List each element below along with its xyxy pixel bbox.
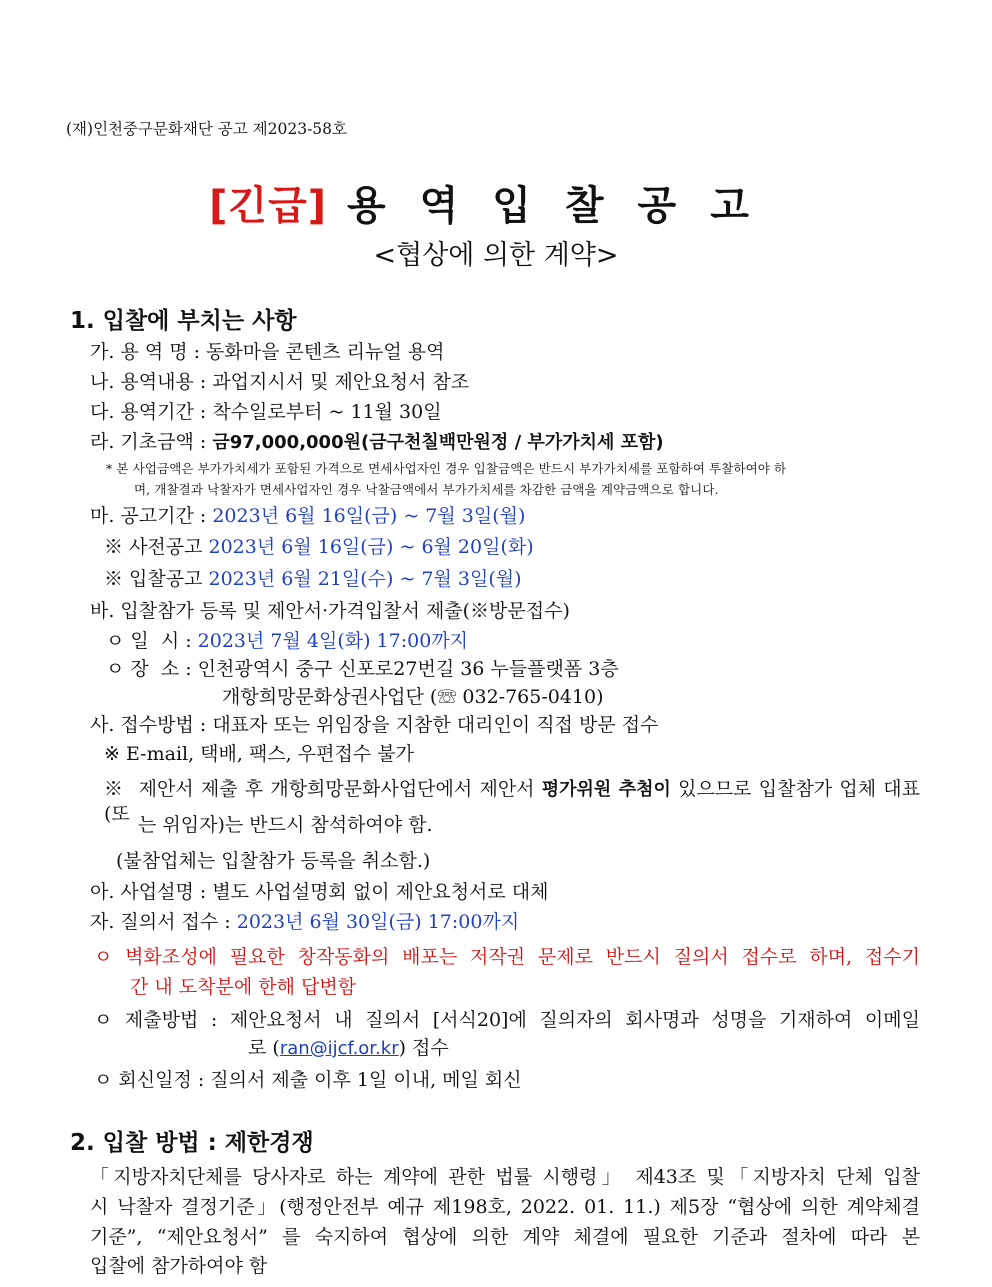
section2-heading: 2. 입찰 방법 : 제한경쟁 (70, 1130, 314, 1156)
section2-para-line3: 기준”, “제안요청서” 를 숙지하여 협상에 의한 계약 체결에 필요한 기준과 절차에 따라 본 (90, 1226, 920, 1248)
pre-notice (104, 535, 534, 559)
notice-number: (재)인천중구문화재단 공고 제2023-58호 (66, 120, 348, 138)
submit-method-line2 (248, 1036, 449, 1061)
item-sa: 사. 접수방법 : 대표자 또는 위임장을 지참한 대리인이 직접 방문 접수 (90, 714, 659, 736)
ra-note-line1: * 본 사업금액은 부가가치세가 포함된 가격으로 면세사업자인 경우 입찰금액은 반드시 부가가치세를 포함하여 투찰하여야 하 (106, 461, 787, 476)
section2-para-line4: 입찰에 참가하여야 함 (90, 1255, 268, 1277)
email-link[interactable]: ran@ijcf.or.kr (279, 1038, 399, 1059)
submission-date-value: 2023년 7월 4일(화) 17:00까지 (197, 630, 469, 652)
item-ra (90, 430, 664, 455)
section2-para-line1: 「지방자치단체를 당사자로 하는 계약에 관한 법률 시행령」 제43조 및「지방자치 단체 입찰 (90, 1166, 920, 1188)
reply-schedule: ㅇ 회신일정 : 질의서 제출 이후 1일 이내, 메일 회신 (94, 1069, 522, 1091)
item-ga: 가. 용 역 명 : 동화마을 콘텐츠 리뉴얼 용역 (90, 341, 445, 363)
evaluation-note-line2: 는 위임자)는 반드시 참석하여야 함. (138, 814, 433, 836)
section1-heading: 1. 입찰에 부치는 사항 (70, 308, 297, 334)
mural-note-line1: ㅇ 벽화조성에 필요한 창작동화의 배포는 저작권 문제로 반드시 질의서 접수로 하며, 접수기 (94, 946, 920, 968)
urgent-tag: [긴급] (209, 183, 327, 229)
bid-notice-value: 2023년 6월 21일(수) ~ 7월 3일(월) (208, 568, 522, 590)
submission-place-value: 인천광역시 중구 신포로27번길 36 누들플랫폼 3층 (197, 658, 619, 680)
section2-para-line2: 시 낙찰자 결정기준」(행정안전부 예규 제198호, 2022. 01. 11.) 제5장 “협상에 의한 계약체결 (90, 1196, 920, 1218)
item-na: 나. 용역내용 : 과업지시서 및 제안요청서 참조 (90, 371, 470, 393)
pre-notice-value: 2023년 6월 16일(금) ~ 6월 20일(화) (208, 536, 534, 558)
item-a: 아. 사업설명 : 별도 사업설명회 없이 제안요청서로 대체 (90, 881, 549, 903)
item-ja-value: 2023년 6월 30일(금) 17:00까지 (236, 911, 520, 933)
submission-place-line2: 개항희망문화상권사업단 (☏ 032-765-0410) (222, 686, 604, 708)
item-ma-value: 2023년 6월 16일(금) ~ 7월 3일(월) (212, 505, 526, 527)
mural-note-line2: 간 내 도착분에 한해 답변함 (130, 976, 357, 998)
bid-notice (104, 567, 522, 591)
item-ra-value: 금97,000,000원(금구천칠백만원정 / 부가가치세 포함) (212, 432, 664, 453)
submit-method-line1: ㅇ 제출방법 : 제안요청서 내 질의서 [서식20]에 질의자의 회사명과 성명을 기재하여 이메일 (94, 1009, 920, 1031)
evaluation-note-bold: 평가위원 추첨이 (541, 779, 671, 800)
bid-notice-label: ※ 입찰공고 (104, 568, 209, 590)
item-da: 다. 용역기간 : 착수일로부터 ~ 11월 30일 (90, 401, 442, 423)
submit-method-post: ) 접수 (398, 1037, 449, 1059)
evaluation-note-post: 있으므로 입찰참가 업체 대표(또 (104, 778, 920, 825)
page-subtitle: <협상에 의한 계약> (373, 240, 619, 271)
submission-date-label: ㅇ 일 시 : (106, 630, 198, 652)
title-main: 용역입찰공고 (347, 183, 783, 229)
ra-note-line2: 며, 개찰결과 낙찰자가 면세사업자인 경우 낙찰금액에서 부가가치세를 차감한 금액을 계약금액으로 합니다. (134, 482, 719, 497)
pre-notice-label: ※ 사전공고 (104, 536, 209, 558)
item-ja (90, 910, 519, 934)
evaluation-note-line3: (불참업체는 입찰참가 등록을 취소함.) (116, 850, 431, 872)
item-ja-label: 자. 질의서 접수 : (90, 911, 237, 933)
submission-date (106, 629, 468, 653)
item-ba: 바. 입찰참가 등록 및 제안서·가격입찰서 제출(※방문접수) (90, 600, 570, 622)
submit-method-pre: 로 ( (248, 1037, 280, 1059)
sa-note: ※ E-mail, 택배, 팩스, 우편접수 불가 (104, 743, 414, 765)
item-ma-label: 마. 공고기간 : (90, 505, 213, 527)
submission-place-label: ㅇ 장 소 : (106, 658, 198, 680)
item-ma (90, 504, 525, 528)
page-title (0, 178, 992, 234)
item-ra-label: 라. 기초금액 : (90, 431, 213, 453)
evaluation-note-pre: ※ 제안서 제출 후 개항희망문화사업단에서 제안서 (104, 778, 542, 800)
submission-place (106, 657, 619, 681)
